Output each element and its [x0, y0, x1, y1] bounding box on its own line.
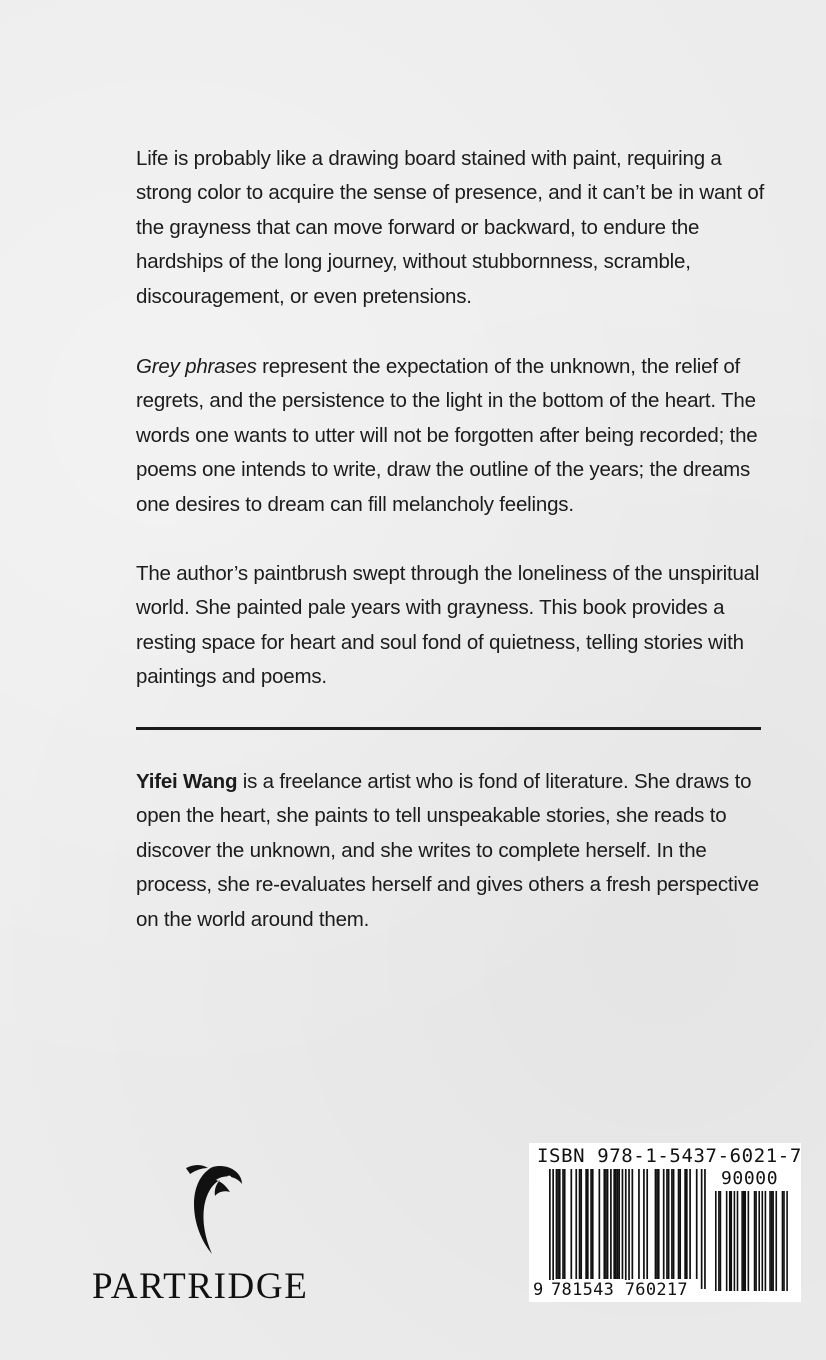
publisher-logo — [92, 1162, 342, 1312]
addon-bar — [783, 1191, 785, 1291]
barcode-digits: 781543 760217 — [551, 1280, 688, 1300]
addon-bar — [715, 1191, 717, 1291]
addon-bar — [775, 1191, 777, 1291]
addon-bar — [731, 1191, 733, 1291]
barcode-bar — [638, 1169, 640, 1279]
blurb-paragraph-2 — [136, 350, 766, 522]
barcode-bar — [618, 1169, 620, 1279]
barcode-bar — [671, 1169, 673, 1279]
barcode-bar — [684, 1169, 686, 1279]
addon-bar — [741, 1191, 743, 1291]
barcode-bar — [607, 1169, 609, 1279]
price-code: 90000 — [721, 1168, 779, 1189]
barcode-bar — [549, 1169, 551, 1289]
barcode-bar — [656, 1169, 658, 1279]
addon-bar — [772, 1191, 774, 1291]
barcode-bar — [625, 1169, 627, 1289]
barcode-bar — [632, 1169, 634, 1279]
barcode-bar — [617, 1169, 619, 1279]
barcode-bar — [556, 1169, 558, 1279]
addon-bar — [748, 1191, 750, 1291]
addon-bar — [734, 1191, 736, 1291]
barcode-bar — [559, 1169, 561, 1279]
section-divider — [136, 727, 761, 730]
barcode-bar — [599, 1169, 601, 1279]
barcode-bar — [646, 1169, 648, 1279]
barcode-bar — [622, 1169, 624, 1279]
addon-bar — [718, 1191, 720, 1291]
addon-bar — [786, 1191, 788, 1291]
barcode-bar — [663, 1169, 665, 1279]
barcode-bar — [655, 1169, 657, 1279]
barcode-bar — [552, 1169, 554, 1289]
addon-bar — [720, 1191, 722, 1291]
barcode-bar — [564, 1169, 566, 1279]
barcode-bar — [696, 1169, 698, 1279]
isbn-barcode — [529, 1143, 801, 1302]
addon-bar — [762, 1191, 764, 1291]
ean13-bars — [549, 1169, 714, 1289]
addon-bar — [758, 1191, 760, 1291]
barcode-bar — [701, 1169, 703, 1289]
barcode-bar — [587, 1169, 589, 1279]
barcode-bar — [557, 1169, 559, 1279]
barcode-bar — [704, 1169, 706, 1289]
addon-bar — [754, 1191, 756, 1291]
barcode-bar — [562, 1169, 564, 1279]
barcode-bar — [585, 1169, 587, 1279]
barcode-bar — [605, 1169, 607, 1279]
barcode-bar — [643, 1169, 645, 1279]
addon-bar — [729, 1191, 731, 1291]
barcode-bar — [592, 1169, 594, 1279]
addon-bar — [743, 1191, 745, 1291]
barcode-bar — [658, 1169, 660, 1279]
addon-bar — [744, 1191, 746, 1291]
addon-bar — [782, 1191, 784, 1291]
book-title-italic: Grey phrases — [136, 355, 257, 378]
addon-bar — [771, 1191, 773, 1291]
addon-bar — [726, 1191, 728, 1291]
barcode-bar — [570, 1169, 572, 1279]
addon-bar — [737, 1191, 739, 1291]
barcode-bar — [668, 1169, 670, 1279]
addon-bar — [755, 1191, 757, 1291]
barcode-bar — [679, 1169, 681, 1279]
barcode-bar — [673, 1169, 675, 1279]
barcode-bar — [613, 1169, 615, 1279]
author-bio-text: is a freelance artist who is fond of literature. She draws to open the heart, she paints to tell unspeakable stories, she reads to discover the unknown, and she writes to complete herself. In the process, she re-evaluates herself and gives others a fresh perspective on the world around them. — [136, 770, 759, 931]
barcode-bar — [575, 1169, 577, 1279]
addon-bar — [765, 1191, 767, 1291]
barcode-bar — [579, 1169, 581, 1279]
barcode-bar — [590, 1169, 592, 1279]
barcode-first-digit: 9 — [533, 1280, 544, 1300]
barcode-bar — [628, 1169, 630, 1289]
barcode-bar — [686, 1169, 688, 1279]
blurb-paragraph-3 — [136, 557, 766, 695]
addon-bars — [715, 1191, 795, 1295]
barcode-bar — [666, 1169, 668, 1279]
author-name: Yifei Wang — [136, 770, 238, 793]
publisher-name: PARTRIDGE — [92, 1266, 309, 1307]
barcode-bar — [615, 1169, 617, 1279]
blurb-paragraph-2-text: represent the expectation of the unknown, the relief of regrets, and the persistence to the light in the bottom of the heart. The words one wants to utter will not be forgotten after being recorded; the poems one intends to write, draw the outline of the years; the dreams one desires to dream can fill melancholy feelings. — [136, 355, 758, 516]
barcode-bar — [689, 1169, 691, 1279]
partridge-bird-icon — [180, 1162, 250, 1258]
addon-bar — [769, 1191, 771, 1291]
barcode-bar — [580, 1169, 582, 1279]
blurb-paragraph-1-text: Life is probably like a drawing board stained with paint, requiring a strong color to acquire the sense of presence, and it can’t be in want of the grayness that can move forward or backward, to endure the hardships of the long journey, without stubbornness, scramble, discouragement, or even pretensions. — [136, 147, 765, 308]
barcode-bar — [603, 1169, 605, 1279]
isbn-label: ISBN 978-1-5437-6021-7 — [537, 1145, 802, 1167]
author-bio — [136, 765, 766, 937]
blurb-paragraph-1 — [136, 142, 766, 314]
barcode-bar — [610, 1169, 612, 1279]
blurb-paragraph-3-text: The author’s paintbrush swept through the loneliness of the unspiritual world. She painted pale years with grayness. This book provides a resting space for heart and soul fond of quietness, telling stories with paintings and poems. — [136, 562, 760, 689]
barcode-bar — [678, 1169, 680, 1279]
